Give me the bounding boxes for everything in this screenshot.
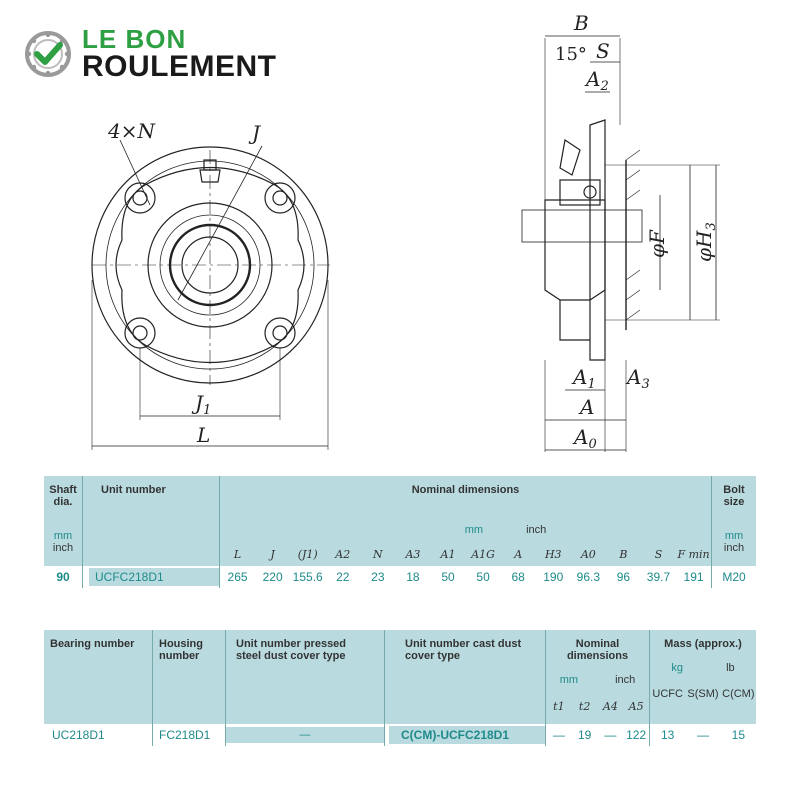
mass-values-row <box>650 728 756 742</box>
dimension-symbol: A2 <box>335 548 351 561</box>
dimension-symbol: A <box>514 548 523 561</box>
mass-value: 13 <box>660 728 675 742</box>
header-shaft-inch: inch <box>52 542 74 554</box>
dimension-symbol: A1G <box>471 548 495 561</box>
dimension-symbol: t1 <box>553 700 565 713</box>
header-nominal-mm: mm <box>464 524 484 536</box>
dimensions-table <box>44 476 756 588</box>
header-nominal2-mm: mm <box>559 674 579 686</box>
label-s: S <box>596 39 610 63</box>
dims-row <box>546 728 649 742</box>
header-bolt-mm: mm <box>724 530 744 542</box>
label-4xn: 4×N <box>108 119 155 143</box>
bolt-hole-bottom-right <box>265 318 295 348</box>
row-unit-number: UCFC218D1 <box>89 568 219 586</box>
header-unit-number: Unit number <box>83 476 220 566</box>
dimension-symbol: N <box>373 548 383 561</box>
bolt-hole-top-right <box>265 183 295 213</box>
row-pressed: — <box>226 727 384 743</box>
symbol-row-2 <box>546 686 649 713</box>
label-a2: $A_2$ <box>586 67 609 94</box>
mass-value: 15 <box>731 728 745 742</box>
dimension-value: 96.3 <box>576 570 600 584</box>
mass-column-header: C(CM) <box>722 688 755 700</box>
bearing-table <box>44 630 756 746</box>
header-mass: Mass (approx.) <box>664 638 742 650</box>
header-housing: Housing number <box>153 630 226 724</box>
row-housing: FC218D1 <box>153 724 226 746</box>
dimension-symbol: S <box>654 548 663 561</box>
table-row <box>44 566 756 588</box>
header-nominal2: Nominal dimensions <box>566 638 629 662</box>
label-j: J <box>252 121 261 145</box>
header-mass-lb: lb <box>726 662 735 674</box>
dimension-symbol: A4 <box>602 700 618 713</box>
dimension-symbol: J <box>270 548 275 561</box>
dimension-value: 23 <box>371 570 385 584</box>
mass-value: — <box>696 728 709 742</box>
label-a: A <box>580 395 595 419</box>
dimension-symbol: A1 <box>440 548 456 561</box>
label-l: L <box>197 423 211 447</box>
dimension-value: 68 <box>511 570 525 584</box>
mass-column-header: S(SM) <box>687 688 719 700</box>
header-mass-kg: kg <box>671 662 683 674</box>
dimension-value: — <box>604 728 617 742</box>
dimension-symbol: t2 <box>578 700 591 713</box>
label-a0: $A_0$ <box>574 425 597 452</box>
row-bearing: UC218D1 <box>52 728 105 742</box>
dimension-value: — <box>552 728 565 742</box>
dimension-value: 220 <box>262 570 283 584</box>
bolt-hole-bottom-left <box>125 318 155 348</box>
dimension-value: 39.7 <box>646 570 671 584</box>
header-shaft-mm: mm <box>53 530 73 542</box>
bolt-hole-top-left <box>125 183 155 213</box>
row-bolt: M20 <box>712 566 757 588</box>
dimension-value: 50 <box>476 570 490 584</box>
dimension-symbol: H3 <box>544 548 562 561</box>
dimension-value: 191 <box>683 570 704 584</box>
dimension-value: 122 <box>626 728 647 742</box>
header-pressed: Unit number pressed steel dust cover type <box>226 630 385 724</box>
table-row <box>44 724 756 746</box>
label-phi-f: φF <box>645 230 669 258</box>
header-nominal: Nominal dimensions <box>411 484 520 496</box>
dimension-value: 265 <box>227 570 248 584</box>
label-phi-h3: $\varphi H_3$ <box>692 222 719 262</box>
label-a3: $A_3$ <box>627 365 650 392</box>
dimension-symbol: A5 <box>628 700 644 713</box>
dimension-value: 50 <box>441 570 455 584</box>
dimension-value: 19 <box>577 728 592 742</box>
mass-column-row <box>650 674 756 700</box>
mass-column-header: UCFC <box>652 688 683 700</box>
value-row <box>220 570 711 584</box>
logo-line1: LE BON <box>82 24 187 54</box>
dimension-symbol: A0 <box>580 548 596 561</box>
logo-line2: ROULEMENT <box>82 50 277 83</box>
dimension-value: 190 <box>543 570 564 584</box>
dimension-value: 155.6 <box>292 570 323 584</box>
symbol-row <box>220 536 711 561</box>
header-bolt: Bolt size <box>723 484 745 508</box>
dimension-symbol: A3 <box>405 548 421 561</box>
dimension-symbol: F min <box>677 548 710 561</box>
header-bearing: Bearing number <box>50 638 135 650</box>
header-shaft: Shaft dia. <box>49 484 77 508</box>
label-b: B <box>574 11 589 35</box>
dimension-symbol: L <box>233 548 242 561</box>
label-angle: 15° <box>555 44 587 65</box>
dimension-value: 18 <box>406 570 420 584</box>
dimension-symbol: B <box>619 548 628 561</box>
header-nominal-inch: inch <box>526 524 547 536</box>
label-a1: $A_1$ <box>573 365 596 392</box>
row-shaft: 90 <box>56 570 70 584</box>
header-cast: Unit number cast dust cover type <box>385 630 546 724</box>
row-cast: C(CM)-UCFC218D1 <box>389 726 545 744</box>
dimension-value: 22 <box>336 570 350 584</box>
dimension-value: 96 <box>616 570 631 584</box>
header-nominal2-inch: inch <box>615 674 636 686</box>
header-bolt-inch: inch <box>723 542 745 554</box>
dimension-symbol: (J1) <box>297 548 318 561</box>
label-j1: $J_1$ <box>195 391 212 418</box>
